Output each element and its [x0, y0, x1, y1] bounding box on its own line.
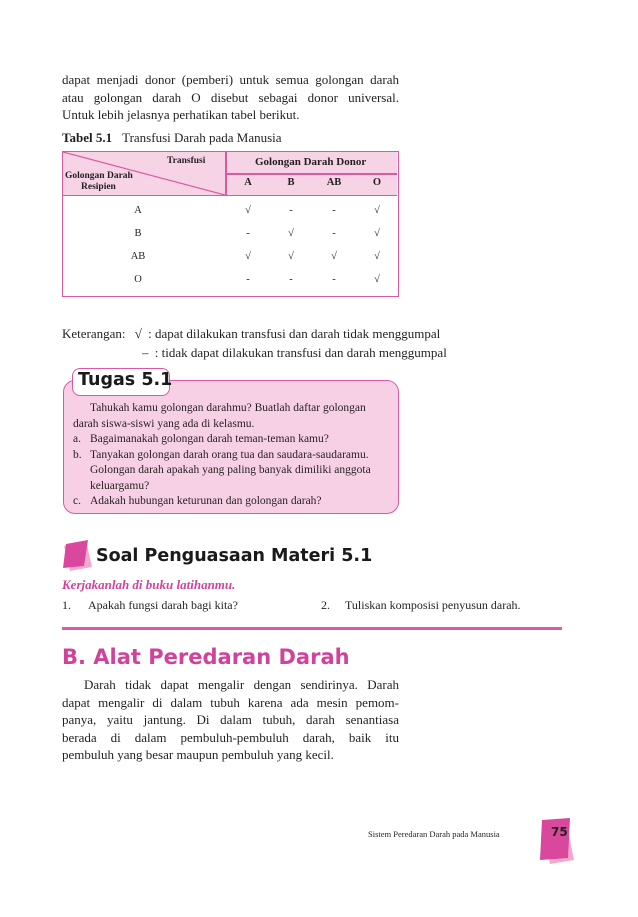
- table-caption-title: Transfusi Darah pada Manusia: [122, 130, 282, 145]
- notebook-icon: [62, 540, 96, 572]
- tugas-intro: Tahukah kamu golongan darahmu? Buatlah daftar golongan: [90, 402, 366, 414]
- list-item: [73, 494, 391, 510]
- list-text: Adakah hubungan keturunan dan golongan darah?: [90, 495, 322, 507]
- donor-col-a: A: [244, 177, 252, 188]
- table-cell: -: [289, 205, 293, 216]
- soal-subtitle: Kerjakanlah di buku latihanmu.: [62, 577, 236, 592]
- legend-symbol: –: [142, 345, 149, 360]
- list-text: Bagaimanakah golongan darah teman-teman kamu?: [90, 433, 329, 445]
- list-text: Tanyakan golongan darah orang tua dan saudara-saudaramu.: [90, 448, 369, 461]
- table-cell: -: [332, 274, 336, 285]
- donor-col-o: O: [372, 177, 382, 188]
- recipient-b: B: [134, 228, 142, 239]
- table-cell: -: [289, 274, 293, 285]
- question-text: Apakah fungsi darah bagi kita?: [88, 598, 238, 612]
- intro-line: dapat menjadi donor (pemberi) untuk semua golongan darah: [62, 72, 399, 87]
- table-cell: √: [288, 228, 294, 239]
- tugas-content: [73, 401, 391, 510]
- tugas-intro: darah siswa-siswi yang ada di kelasmu.: [73, 417, 255, 430]
- donor-col-ab: AB: [326, 177, 342, 188]
- list-marker: b.: [73, 448, 82, 461]
- question-text: Tuliskan komposisi penyusun darah.: [345, 598, 521, 612]
- list-marker: c.: [73, 495, 81, 507]
- tugas-title: Tugas 5.1: [78, 370, 173, 390]
- table-cell: √: [374, 228, 380, 239]
- donor-header: Golongan Darah Donor: [255, 156, 367, 168]
- recipient-a: A: [134, 205, 142, 216]
- intro-line: Untuk lebih jelasnya perhatikan tabel berikut.: [62, 107, 300, 122]
- table-cell: √: [374, 251, 380, 262]
- section-b-paragraph: [62, 676, 399, 764]
- corner-label-transfusi: Transfusi: [167, 156, 206, 166]
- table-caption-label: Tabel 5.1: [62, 130, 113, 145]
- footer-chapter: Sistem Peredaran Darah pada Manusia: [368, 829, 500, 839]
- paragraph-line: pembuluh yang besar maupun pembuluh yang kecil.: [62, 747, 334, 762]
- soal-title: Soal Penguasaan Materi 5.1: [96, 546, 373, 566]
- intro-line: atau golongan darah O disebut sebagai donor universal.: [62, 89, 399, 105]
- table-cell: √: [374, 274, 380, 285]
- legend-symbol: √: [134, 326, 142, 341]
- list-item: [73, 432, 391, 448]
- section-b-title: B. Alat Peredaran Darah: [62, 645, 350, 669]
- corner-label-golongan: Golongan Darah: [65, 171, 133, 181]
- paragraph-line: dapat mengalir di dalam tubuh karena ada mesin pemom-: [62, 694, 399, 710]
- paragraph-line: berada di dalam pembuluh-pembuluh darah, baik itu: [62, 729, 399, 745]
- table-cell: √: [331, 251, 337, 262]
- table-cell: -: [332, 205, 336, 216]
- table-cell: -: [246, 228, 250, 239]
- question-number: 1.: [62, 598, 71, 612]
- table-caption: [62, 130, 282, 146]
- donor-col-b: B: [287, 177, 295, 188]
- question-number: 2.: [321, 598, 330, 612]
- table-cell: √: [245, 205, 251, 216]
- list-item: [73, 448, 391, 495]
- recipient-ab: AB: [130, 251, 146, 262]
- list-text: keluargamu?: [90, 479, 150, 492]
- legend-keterangan: [62, 324, 447, 362]
- list-marker: a.: [73, 433, 81, 445]
- question-item: [321, 598, 521, 613]
- table-cell: √: [288, 251, 294, 262]
- legend-text: : tidak dapat dilakukan transfusi dan darah menggumpal: [154, 345, 447, 360]
- legend-label: Keterangan:: [62, 326, 126, 341]
- table-cell: -: [332, 228, 336, 239]
- table-cell: √: [245, 251, 251, 262]
- table-cell: -: [246, 274, 250, 285]
- corner-label-resipien: Resipien: [81, 182, 116, 192]
- recipient-o: O: [134, 274, 142, 285]
- header-divider: [225, 173, 397, 175]
- legend-text: : dapat dilakukan transfusi dan darah tidak menggumpal: [148, 326, 441, 341]
- intro-paragraph: [62, 71, 399, 124]
- transfusion-table: [62, 151, 399, 297]
- page-number: 75: [551, 825, 568, 839]
- section-divider: [62, 627, 562, 630]
- table-cell: √: [374, 205, 380, 216]
- list-text: Golongan darah apakah yang paling banyak dimiliki anggota: [90, 464, 371, 476]
- paragraph-line: panya, yaitu jantung. Di dalam tubuh, darah senantiasa: [62, 712, 399, 727]
- question-item: [62, 598, 238, 613]
- paragraph-line: Darah tidak dapat mengalir dengan sendirinya. Darah: [84, 677, 399, 692]
